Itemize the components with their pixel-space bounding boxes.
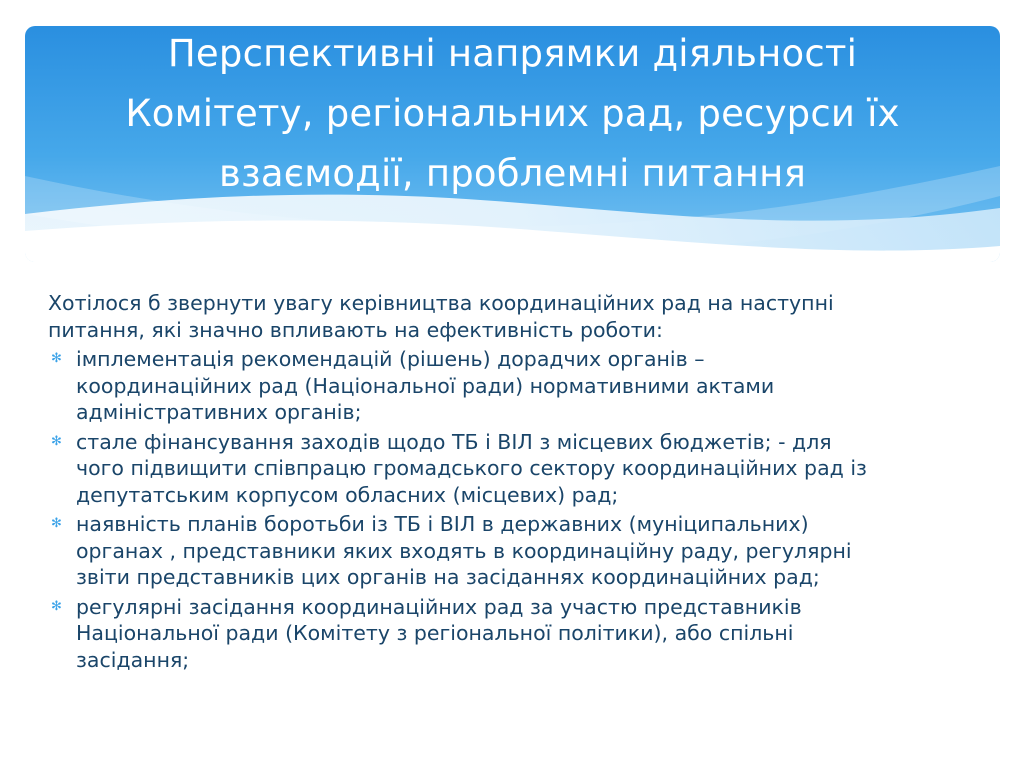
asterisk-bullet-icon: ✻ — [51, 516, 62, 531]
list-item-line: адміністративних органів; — [76, 400, 362, 424]
list-item — [48, 429, 998, 509]
list-item-line: звіти представників цих органів на засіданнях координаційних рад; — [76, 565, 820, 589]
intro-line: Хотілося б звернути увагу керівництва координаційних рад на наступні — [48, 291, 834, 315]
bullet-list — [48, 346, 998, 673]
intro-paragraph — [48, 290, 998, 343]
list-item — [48, 511, 998, 591]
list-item-line: регулярні засідання координаційних рад за участю представників — [76, 594, 802, 619]
list-item-line: депутатським корпусом обласних (місцевих) рад; — [76, 482, 619, 507]
list-item-line: координаційних рад (Національної ради) нормативними актами — [76, 373, 775, 398]
intro-line: питання, які значно впливають на ефективність роботи: — [48, 317, 663, 342]
slide-title — [40, 24, 985, 204]
list-item-line: чого підвищити співпрацю громадського сектору координаційних рад із — [76, 456, 867, 480]
slide-body — [48, 290, 998, 676]
asterisk-bullet-icon: ✻ — [51, 433, 62, 449]
list-item-line: засідання; — [76, 647, 190, 672]
list-item — [48, 594, 998, 674]
list-item-line: наявність планів боротьби із ТБ і ВІЛ в державних (муніципальних) — [76, 512, 809, 536]
list-item — [48, 346, 998, 426]
slide-title-line: Перспективні напрямки діяльності — [167, 32, 858, 75]
list-item-line: імплементація рекомендацій (рішень) дорадчих органів – — [76, 347, 705, 371]
slide-title-line: Комітету, регіональних рад, ресурси їх — [125, 92, 900, 135]
list-item-line: стале фінансування заходів щодо ТБ і ВІЛ з місцевих бюджетів; - для — [76, 429, 832, 454]
asterisk-bullet-icon: ✻ — [51, 351, 62, 366]
list-item-line: органах , представники яких входять в координаційну раду, регулярні — [76, 538, 852, 563]
list-item-line: Національної ради (Комітету з регіональної політики), або спільні — [76, 621, 794, 645]
slide-title-line: взаємодії, проблемні питання — [218, 152, 807, 195]
asterisk-bullet-icon: ✻ — [51, 598, 62, 614]
